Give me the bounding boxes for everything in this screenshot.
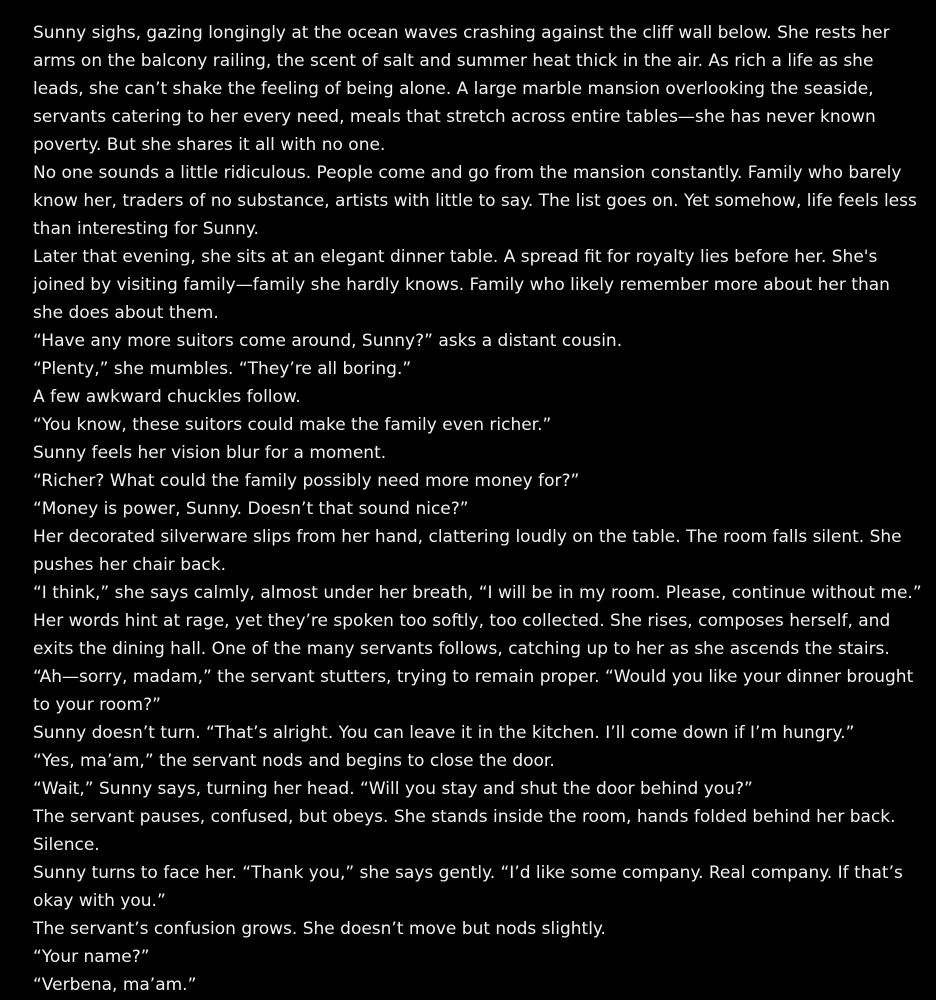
story-paragraph: A few awkward chuckles follow.	[33, 387, 301, 407]
story-paragraph: “Money is power, Sunny. Doesn’t that sound nice?”	[33, 499, 469, 519]
story-paragraph: “Richer? What could the family possibly need more money for?”	[33, 471, 580, 491]
story-paragraph: Her decorated silverware slips from her hand, clattering loudly on the table. The room falls silent. She pushes her chair back.	[33, 527, 902, 575]
story-paragraph: Sunny sighs, gazing longingly at the ocean waves crashing against the cliff wall below. She rests her arms on the balcony railing, the scent of salt and summer heat thick in the air. As rich a life as she leads, she can’t shake the feeling of being alone. A large marble mansion overlooking the seaside, servants catering to her every need, meals that stretch across entire tables—she has never known poverty. But she shares it all with no one.	[33, 23, 890, 155]
story-paragraph: The servant’s confusion grows. She doesn’t move but nods slightly.	[33, 919, 606, 939]
story-paragraph: “Yes, ma’am,” the servant nods and begins to close the door.	[33, 751, 555, 771]
story-paragraph: “Plenty,” she mumbles. “They’re all boring.”	[33, 359, 412, 379]
story-paragraph: “You know, these suitors could make the family even richer.”	[33, 415, 552, 435]
story-paragraph: “Verbena, ma’am.”	[33, 975, 197, 995]
story-text	[33, 19, 923, 999]
story-paragraph: “Wait,” Sunny says, turning her head. “Will you stay and shut the door behind you?”	[33, 779, 753, 799]
story-paragraph: “Ah—sorry, madam,” the servant stutters, trying to remain proper. “Would you like your dinner brought to your room?”	[33, 667, 914, 715]
story-paragraph: Sunny doesn’t turn. “That’s alright. You can leave it in the kitchen. I’ll come down if I’m hungry.”	[33, 723, 855, 743]
story-paragraph: Sunny turns to face her. “Thank you,” she says gently. “I’d like some company. Real company. If that’s okay with you.”	[33, 863, 903, 911]
story-paragraph: Later that evening, she sits at an elegant dinner table. A spread fit for royalty lies before her. She's joined by visiting family—family she hardly knows. Family who likely remember more about her than she does about them.	[33, 247, 890, 323]
story-paragraph: Sunny feels her vision blur for a moment.	[33, 443, 387, 463]
story-paragraph: Her words hint at rage, yet they’re spoken too softly, too collected. She rises, composes herself, and exits the dining hall. One of the many servants follows, catching up to her as she ascends the stairs.	[33, 611, 891, 659]
story-paragraph: No one sounds a little ridiculous. People come and go from the mansion constantly. Family who barely know her, traders of no substance, artists with little to say. The list goes on. Yet somehow, life feels less than interesting for Sunny.	[33, 163, 917, 239]
story-paragraph: The servant pauses, confused, but obeys. She stands inside the room, hands folded behind her back. Silence.	[33, 807, 896, 855]
story-paragraph: “Your name?”	[33, 947, 150, 967]
story-paragraph: “I think,” she says calmly, almost under her breath, “I will be in my room. Please, continue without me.”	[33, 583, 922, 603]
story-paragraph: “Have any more suitors come around, Sunny?” asks a distant cousin.	[33, 331, 623, 351]
